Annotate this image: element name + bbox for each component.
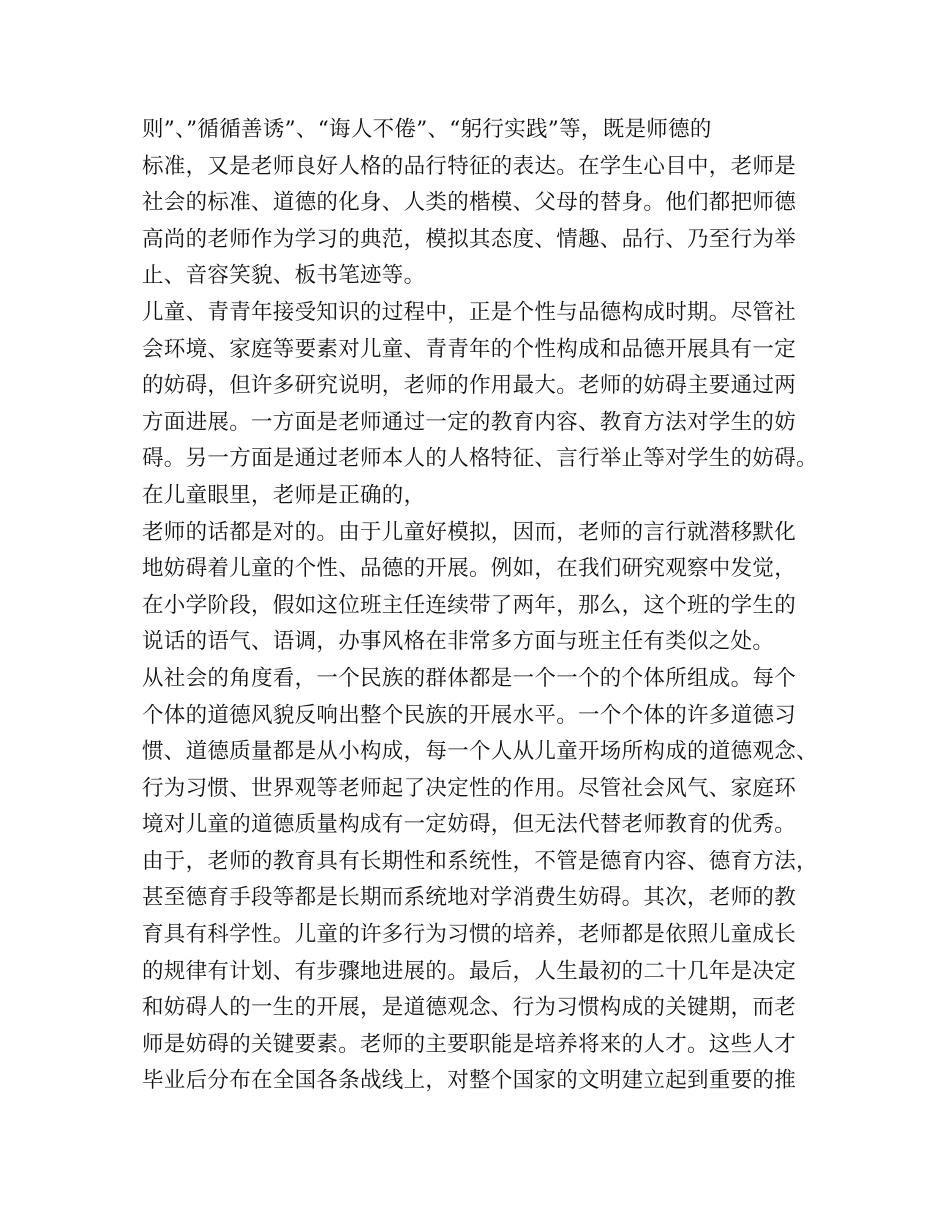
text-line: 老师的话都是对的。由于儿童好模拟，因而，老师的言行就潜移默化 — [142, 519, 797, 545]
text-line: 和妨碍人的一生的开展，是道德观念、行为习惯构成的关键期，而老 — [142, 995, 797, 1021]
text-line: 育具有科学性。儿童的许多行为习惯的培养，老师都是依照儿童成长 — [142, 922, 797, 948]
text-line: 说话的语气、语调，办事风格在非常多方面与班主任有类似之处。 — [142, 629, 775, 655]
text-line: 在小学阶段，假如这位班主任连续带了两年，那么，这个班的学生的 — [142, 592, 797, 618]
text-line: 社会的标准、道德的化身、人类的楷模、父母的替身。他们都把师德 — [142, 190, 797, 216]
text-line: 的妨碍，但许多研究说明，老师的作用最大。老师的妨碍主要通过两 — [142, 373, 797, 399]
text-line: 则”、”循循善诱”、“诲人不倦”、“躬行实践”等，既是师德的 — [142, 117, 712, 142]
text-line: 甚至德育手段等都是长期而系统地对学消费生妨碍。其次，老师的教 — [142, 885, 797, 911]
text-line: 高尚的老师作为学习的典范，模拟其态度、情趣、品行、乃至行为举 — [142, 226, 797, 252]
text-line: 在儿童眼里，老师是正确的， — [142, 482, 426, 508]
text-line: 会环境、家庭等要素对儿童、青青年的个性构成和品德开展具有一定 — [142, 336, 797, 362]
text-line: 由于，老师的教育具有长期性和系统性，不管是德育内容、德育方法， — [142, 848, 818, 874]
text-line: 从社会的角度看，一个民族的群体都是一个一个的个体所组成。每个 — [142, 665, 797, 691]
text-line: 碍。另一方面是通过老师本人的人格特征、言行举止等对学生的妨碍。 — [142, 446, 818, 472]
text-line: 惯、道德质量都是从小构成，每一个人从儿童开场所构成的道德观念、 — [142, 739, 818, 765]
text-line: 儿童、青青年接受知识的过程中，正是个性与品德构成时期。尽管社 — [142, 299, 797, 325]
text-line: 师是妨碍的关键要素。老师的主要职能是培养将来的人才。这些人才 — [142, 1031, 797, 1057]
text-line: 的规律有计划、有步骤地进展的。最后，人生最初的二十几年是决定 — [142, 958, 797, 984]
text-line: 方面进展。一方面是老师通过一定的教育内容、教育方法对学生的妨 — [142, 409, 797, 435]
body-text — [142, 112, 842, 1100]
text-line: 行为习惯、世界观等老师起了决定性的作用。尽管社会风气、家庭环 — [142, 775, 797, 801]
text-line: 境对儿童的道德质量构成有一定妨碍，但无法代替老师教育的优秀。 — [142, 812, 797, 838]
text-line: 个体的道德风貌反响出整个民族的开展水平。一个个体的许多道德习 — [142, 702, 797, 728]
text-line: 标准，又是老师良好人格的品行特征的表达。在学生心目中，老师是 — [142, 153, 797, 179]
text-line: 毕业后分布在全国各条战线上，对整个国家的文明建立起到重要的推 — [142, 1068, 797, 1094]
text-line: 地妨碍着儿童的个性、品德的开展。例如，在我们研究观察中发觉， — [142, 556, 797, 582]
text-line: 止、音容笑貌、板书笔迹等。 — [142, 263, 426, 289]
